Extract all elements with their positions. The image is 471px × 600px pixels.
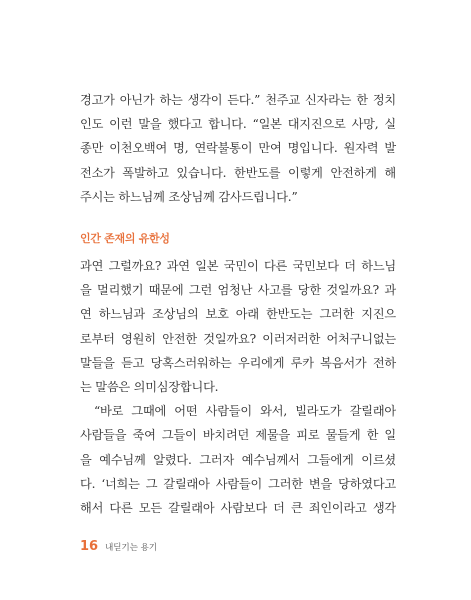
section-heading: 인간 존재의 유한성 bbox=[80, 232, 170, 245]
text-line: 는 말씀은 의미심장합니다. bbox=[80, 380, 219, 395]
text-line: 사람들을 죽여 그들이 바치려던 제물을 피로 물들게 한 일 bbox=[80, 428, 396, 443]
text-line: 주시는 하느님께 조상님께 감사드립니다.” bbox=[80, 189, 298, 204]
text-line: 말들을 듣고 당혹스러워하는 우리에게 루카 복음서가 전하 bbox=[80, 355, 396, 370]
text-line: 종만 이천오백여 명, 연락불통이 만여 명입니다. 원자력 발 bbox=[80, 141, 396, 156]
text-line: 을 멀리했기 때문에 그런 엄청난 사고를 당한 것일까요? 과 bbox=[80, 283, 396, 298]
running-title: 내딛기는 용기 bbox=[105, 543, 158, 553]
text-line: 과연 그럴까요? 과연 일본 국민이 다른 국민보다 더 하느님 bbox=[80, 259, 396, 273]
body-paragraphs bbox=[80, 254, 396, 520]
text-line: 다. ‘너희는 그 갈릴래아 사람들이 그러한 변을 당하였다고 bbox=[80, 476, 396, 491]
page-number: 16 bbox=[80, 539, 99, 554]
page-footer bbox=[80, 539, 157, 554]
text-line: “바로 그때에 어떤 사람들이 와서, 빌라도가 갈릴래아 bbox=[94, 404, 396, 419]
text-line: 인도 이런 말을 했다고 합니다. “일본 대지진으로 사망, 실 bbox=[80, 117, 396, 132]
text-line: 전소가 폭발하고 있습니다. 한반도를 이렇게 안전하게 해 bbox=[80, 165, 396, 180]
text-line: 을 예수님께 알렸다. 그러자 예수님께서 그들에게 이르셨 bbox=[80, 452, 396, 467]
text-line: 경고가 아닌가 하는 생각이 든다.” 천주교 신자라는 한 정치 bbox=[80, 93, 396, 107]
text-line: 연 하느님과 조상님의 보호 아래 한반도는 그러한 지진으 bbox=[80, 307, 396, 322]
text-line: 해서 다른 모든 갈릴래아 사람보다 더 큰 죄인이라고 생각 bbox=[80, 501, 396, 516]
text-line: 로부터 영원히 안전한 것일까요? 이러저러한 어처구니없는 bbox=[80, 331, 396, 346]
quote-paragraph bbox=[80, 88, 396, 209]
